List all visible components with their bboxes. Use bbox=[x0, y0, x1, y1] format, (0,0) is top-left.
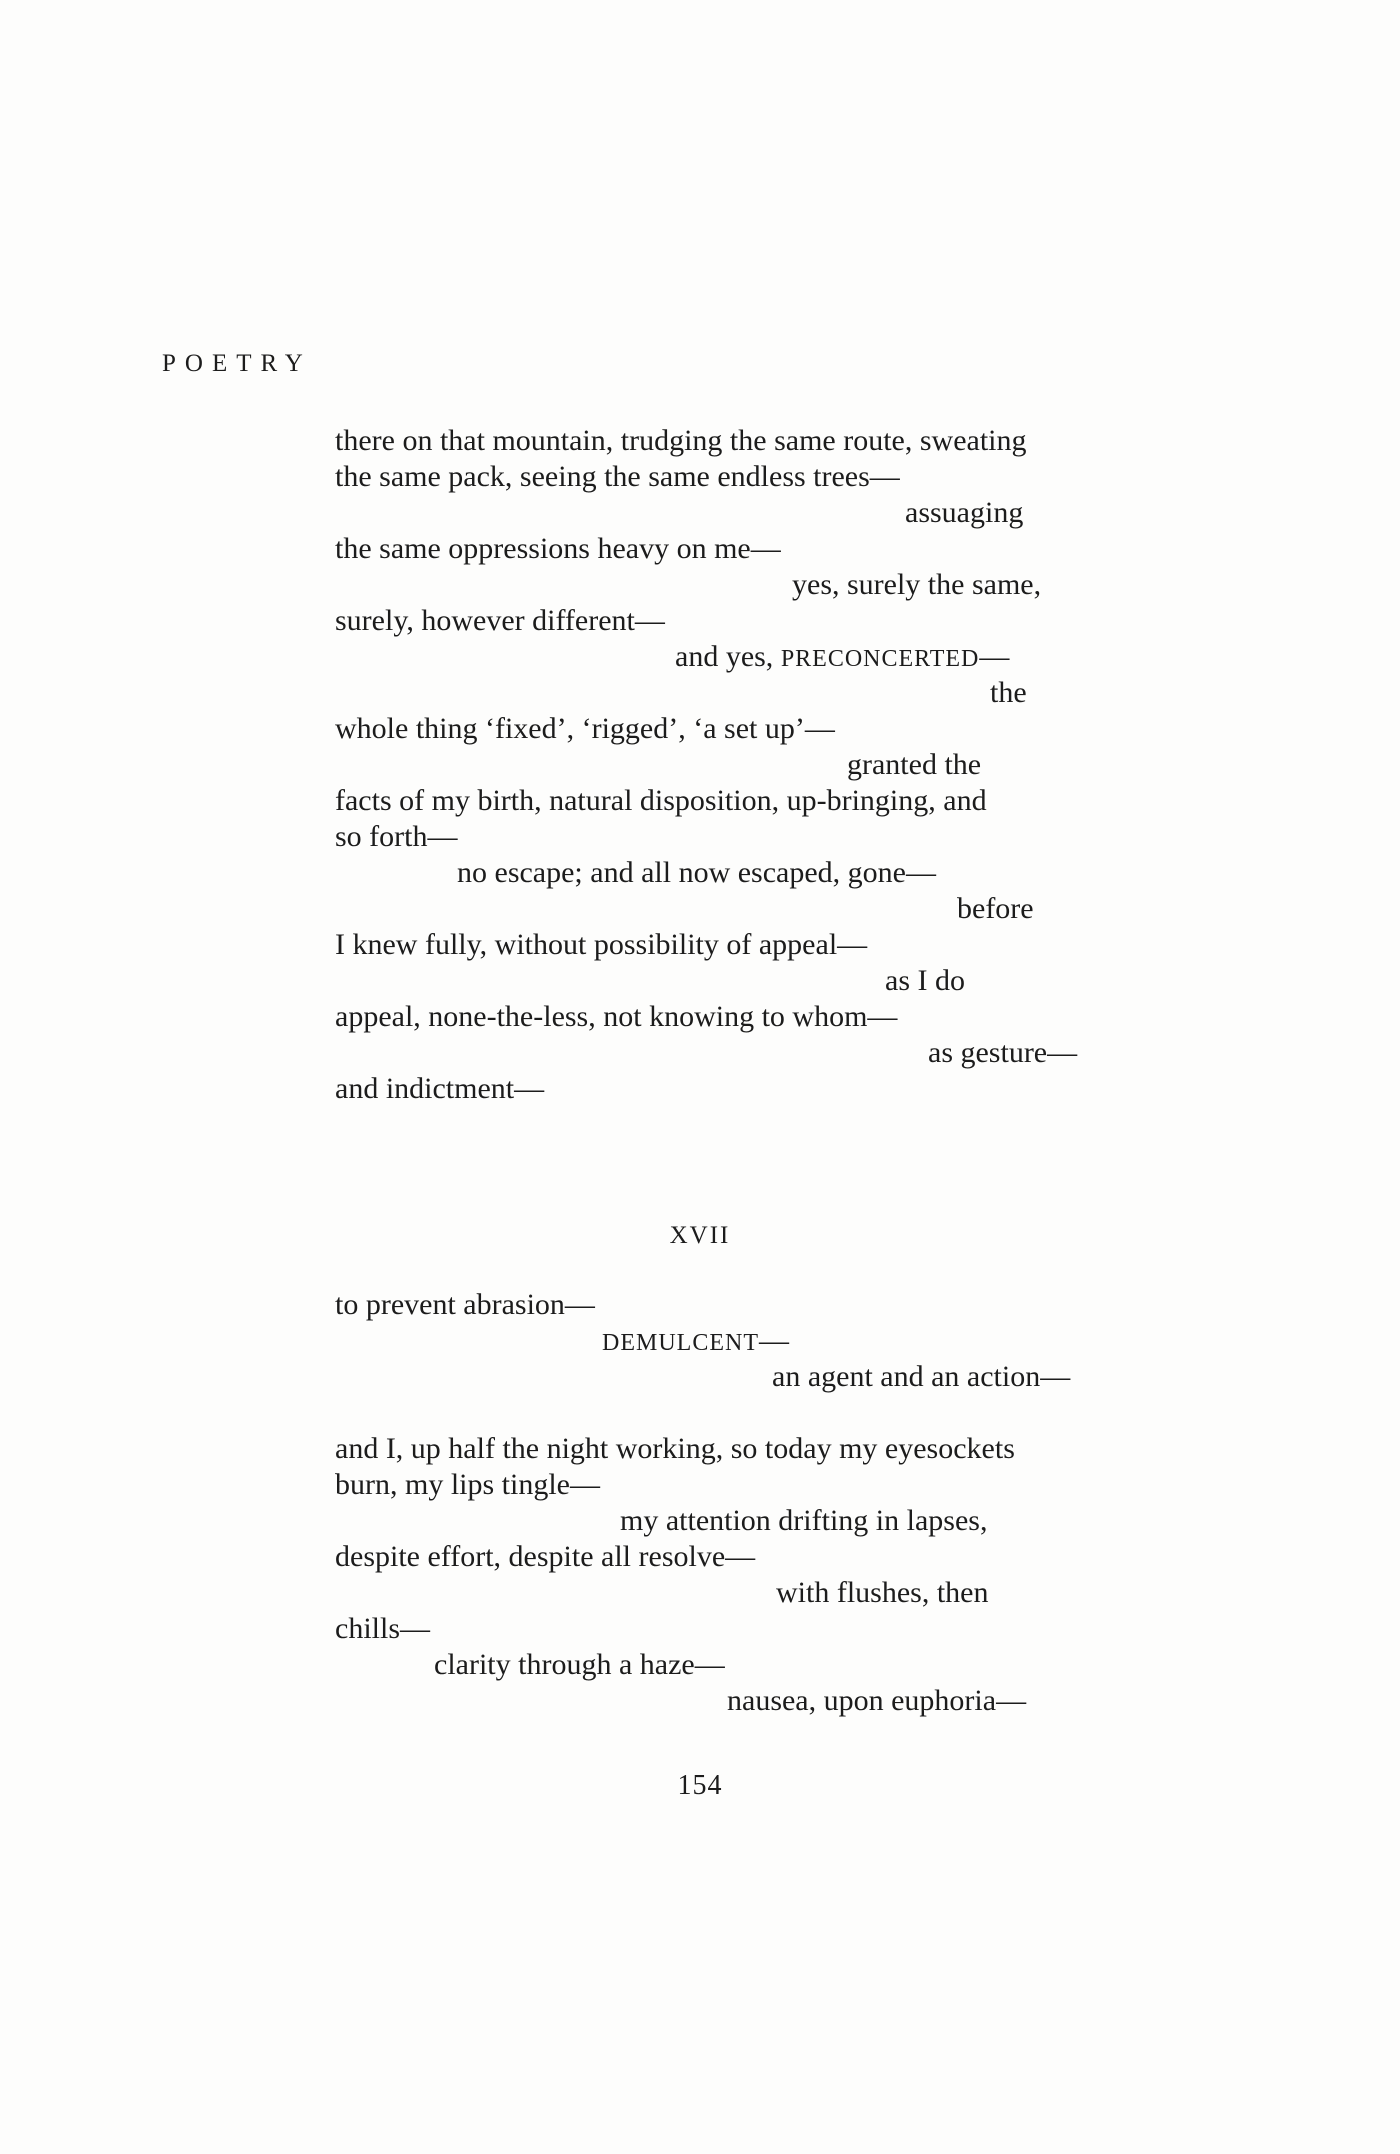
poem-line bbox=[335, 929, 867, 961]
poem-line-segment: and indictment— bbox=[335, 1072, 545, 1105]
poem-line bbox=[772, 1361, 1070, 1393]
poem-line-segment: as I do bbox=[885, 964, 965, 997]
poem-line-segment: despite effort, despite all resolve— bbox=[335, 1540, 756, 1573]
poem-line-segment: before bbox=[957, 892, 1034, 925]
poem-line-segment: facts of my birth, natural disposition, up-bringing, and bbox=[335, 784, 987, 817]
poem-line-segment: — bbox=[979, 640, 1010, 673]
poem-line bbox=[335, 1469, 600, 1501]
poem-line bbox=[335, 1073, 544, 1105]
poem-line-segment: yes, surely the same, bbox=[792, 568, 1042, 601]
poem-line bbox=[335, 1433, 1015, 1465]
poem-line bbox=[335, 425, 1027, 457]
poem-line-segment: nausea, upon euphoria— bbox=[727, 1684, 1027, 1717]
poem-line bbox=[434, 1649, 725, 1681]
poem-line bbox=[335, 461, 900, 493]
poem-line-segment: granted the bbox=[847, 748, 982, 781]
poem-line bbox=[335, 713, 835, 745]
poem-line bbox=[335, 1289, 595, 1321]
poem-line-segment: the same oppressions heavy on me— bbox=[335, 532, 781, 565]
poem-line-segment: burn, my lips tingle— bbox=[335, 1468, 600, 1501]
poem-line bbox=[727, 1685, 1026, 1717]
poem-line bbox=[335, 821, 458, 853]
poem-line-segment: an agent and an action— bbox=[772, 1360, 1071, 1393]
poem-line bbox=[675, 641, 1009, 675]
poem-line bbox=[335, 1613, 430, 1645]
poem-line-segment: appeal, none-the-less, not knowing to whom— bbox=[335, 1000, 898, 1033]
poem-line bbox=[335, 533, 781, 565]
poem-line-segment: — bbox=[758, 1324, 789, 1357]
poem-line-segment: and I, up half the night working, so today my eyesockets bbox=[335, 1432, 1015, 1465]
page-number: 154 bbox=[677, 1770, 723, 1801]
poem-line-smallcaps-segment: PRECONCERTED bbox=[780, 646, 980, 672]
poem-line-segment: I knew fully, without possibility of appeal— bbox=[335, 928, 868, 961]
poem-line-segment: and yes, bbox=[675, 640, 781, 673]
poem-line bbox=[335, 1541, 755, 1573]
poem-line-segment: the same pack, seeing the same endless trees— bbox=[335, 460, 900, 493]
poem-line-segment: clarity through a haze— bbox=[434, 1648, 725, 1681]
running-header: POETRY bbox=[162, 350, 312, 377]
poem-line bbox=[928, 1037, 1077, 1069]
poem-line bbox=[335, 1001, 897, 1033]
poem-line-segment: surely, however different— bbox=[335, 604, 665, 637]
poem-line bbox=[620, 1505, 987, 1537]
poem-line-smallcaps-segment: DEMULCENT bbox=[602, 1330, 759, 1356]
poem-line-segment: so forth— bbox=[335, 820, 458, 853]
poem-line bbox=[957, 893, 1034, 925]
poem-line bbox=[990, 677, 1027, 709]
poem-line-segment: chills— bbox=[335, 1612, 430, 1645]
poem-line bbox=[335, 605, 665, 637]
poem-line-segment: as gesture— bbox=[928, 1036, 1078, 1069]
poem-line bbox=[457, 857, 936, 889]
poem-line-segment: with flushes, then bbox=[776, 1576, 989, 1609]
poem-line bbox=[602, 1325, 789, 1359]
poem-line-segment: the bbox=[990, 676, 1027, 709]
poem-line-segment: to prevent abrasion— bbox=[335, 1288, 595, 1321]
poem-line-segment: whole thing ‘fixed’, ‘rigged’, ‘a set up’— bbox=[335, 712, 835, 745]
poem-line-segment: assuaging bbox=[905, 496, 1024, 529]
poem-line-segment: no escape; and all now escaped, gone— bbox=[457, 856, 936, 889]
poem-line-segment: there on that mountain, trudging the same route, sweating bbox=[335, 424, 1027, 457]
poem-line bbox=[792, 569, 1041, 601]
poem-line bbox=[776, 1577, 988, 1609]
section-heading: XVII bbox=[669, 1222, 731, 1249]
poem-line bbox=[847, 749, 981, 781]
poem-line bbox=[905, 497, 1023, 529]
poem-line bbox=[335, 785, 987, 817]
poem-line-segment: my attention drifting in lapses, bbox=[620, 1504, 988, 1537]
poem-line bbox=[885, 965, 965, 997]
